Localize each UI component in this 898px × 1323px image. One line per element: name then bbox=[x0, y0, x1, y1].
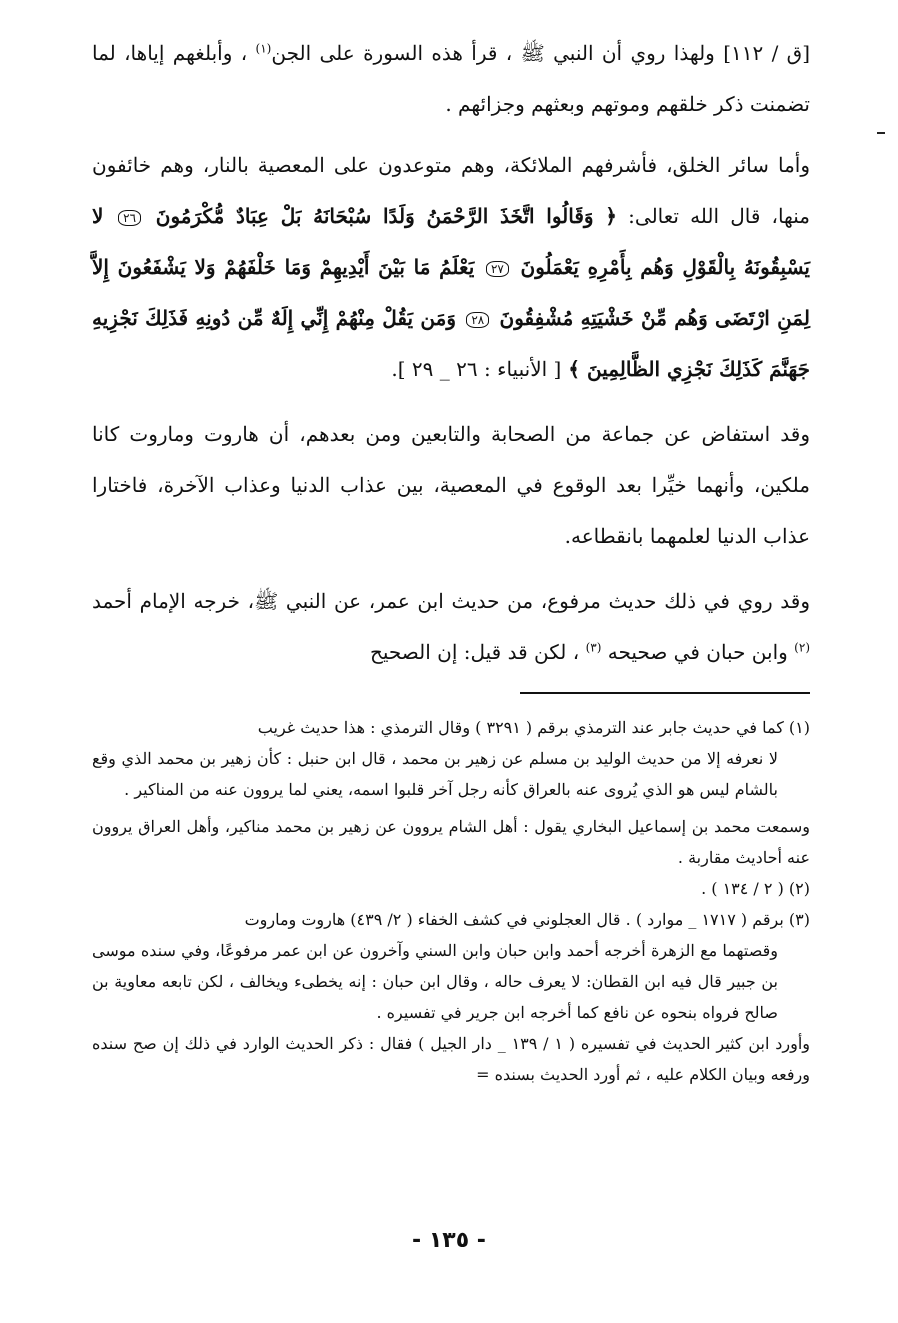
footnote-2: (٢) ( ٢ / ١٣٤ ) . bbox=[701, 879, 810, 898]
verse-part-3: يَعْلَمُ مَا بَيْنَ أَيْدِيهِمْ وَمَا خَلْفَهُمْ وَلا يَشْفَعُونَ إِلاَّ لِمَنِ ارْتَضَى وَهُم مِّنْ خَشْيَتِهِ مُشْفِقُونَ bbox=[92, 255, 811, 330]
paragraph-1-text-b: ، وأبلغهم إياها، لما تضمنت ذكر خلقهم وموتهم وبعثهم وجزائهم . bbox=[92, 41, 810, 116]
paragraph-3: وقد استفاض عن جماعة من الصحابة والتابعين ومن بعدهم، أن هاروت وماروت كانا ملكين، وأنهما خيِّرا بعد الوقوع في المعصية، بين عذاب الدنيا وعذاب الآخرة، فاختارا عذاب الدنيا لعلمهما بانقطاعه. bbox=[92, 422, 810, 548]
footnote-ref-2[interactable]: (٢) bbox=[794, 640, 810, 655]
footnotes bbox=[92, 712, 810, 1090]
document-page bbox=[92, 28, 810, 1090]
verse-part-1: ﴿ وَقَالُوا اتَّخَذَ الرَّحْمَنُ وَلَدًا سُبْحَانَهُ بَلْ عِبَادٌ مُّكْرَمُونَ bbox=[155, 204, 618, 228]
quran-verse bbox=[92, 204, 810, 381]
verse-part-2: لا يَسْبِقُونَهُ بِالْقَوْلِ وَهُم بِأَمْرِهِ يَعْمَلُونَ bbox=[92, 204, 810, 279]
footnote-ref-1[interactable]: (١) bbox=[255, 41, 272, 56]
paragraph-1 bbox=[92, 28, 810, 130]
footnote-divider bbox=[520, 692, 810, 694]
verse-citation: [ الأنبياء : ٢٦ _ ٢٩ ]. bbox=[391, 357, 562, 381]
paragraph-2 bbox=[92, 140, 810, 395]
page-number: - ١٣٥ - bbox=[412, 1228, 486, 1253]
paragraph-4 bbox=[92, 576, 810, 678]
footnote-3-ibn-kathir: وأورد ابن كثير الحديث في تفسيره ( ١ / ١٣٩ _ دار الجيل ) فقال : ذكر الحديث الوارد في ذلك إن صح سنده ورفعه وبيان الكلام عليه ، ثم أورد الحديث بسنده = bbox=[92, 1034, 811, 1084]
footnote-3: (٣) برقم ( ١٧١٧ _ موارد ) . قال العجلوني في كشف الخفاء ( ٢/ ٤٣٩) هاروت وماروت bbox=[244, 910, 810, 929]
verse-number-28: ٢٨ bbox=[466, 312, 489, 328]
footnote-1: (١) كما في حديث جابر عند الترمذي برقم ( ٣٢٩١ ) وقال الترمذي : هذا حديث غريب bbox=[257, 718, 810, 737]
verse-number-26: ٢٦ bbox=[118, 210, 141, 226]
main-text bbox=[92, 28, 810, 678]
footnote-3-continuation: وقصتهما مع الزهرة أخرجه أحمد وابن حبان وابن السني وآخرون عن ابن عمر مرفوعًا، وفي سنده موسى بن جبير قال فيه ابن القطان: لا يعرف حاله ، وقال ابن حبان : إنه يخطىء ويخالف ، لكن تابعه معاوية بن صالح فرواه بنحوه عن نافع كما أخرجه ابن جرير في تفسيره . bbox=[92, 941, 778, 1022]
paragraph-4-text-c: ، لكن قد قيل: إن الصحيح bbox=[369, 640, 580, 664]
manuscript-ref: [ق / ١١٢] bbox=[723, 41, 811, 65]
footnote-ref-3[interactable]: (٣) bbox=[585, 640, 602, 655]
paragraph-4-text-b: وابن حبان في صحيحه bbox=[607, 640, 788, 664]
footnote-1-bukhari: وسمعت محمد بن إسماعيل البخاري يقول : أهل الشام يروون عن زهير بن محمد مناكير، وأهل العراق يروون عنه أحاديث مقاربة . bbox=[92, 817, 810, 867]
paragraph-4-text-a: وقد روي في ذلك حديث مرفوع، من حديث ابن عمر، عن النبي ﷺ، خرجه الإمام أحمد bbox=[92, 589, 810, 613]
footnote-1-continuation: لا نعرفه إلا من حديث الوليد بن مسلم عن زهير بن محمد ، قال ابن حنبل : كأن زهير بن محمد الذي وقع بالشام ليس هو الذي يُروى عنه بالعراق كأنه رجل آخر قلبوا اسمه، يعني لما يروون عنه من المناكير . bbox=[92, 749, 779, 799]
verse-number-27: ٢٧ bbox=[486, 261, 509, 277]
margin-mark bbox=[877, 132, 885, 134]
paragraph-1-text-a: ولهذا روي أن النبي ﷺ ، قرأ هذه السورة على الجن bbox=[271, 41, 715, 65]
verse-part-4: وَمَن يَقُلْ مِنْهُمْ إِنِّي إِلَهٌ مِّن دُونِهِ فَذَلِكَ نَجْزِيهِ جَهَنَّمَ كَذَلِكَ نَجْزِي الظَّالِمِينَ ﴾ bbox=[92, 306, 810, 381]
paragraph-2-intro: وأما سائر الخلق، فأشرفهم الملائكة، وهم متوعدون على المعصية بالنار، وهم خائفون منها، قال الله تعالى: bbox=[92, 153, 811, 228]
